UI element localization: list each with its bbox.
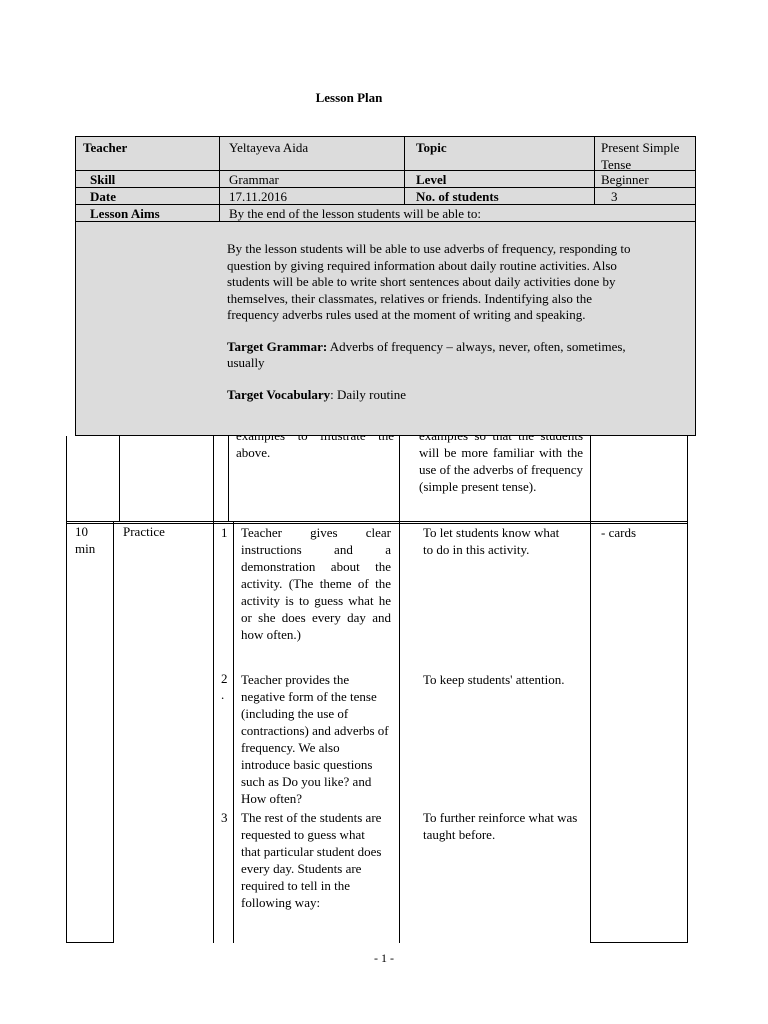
table-divider (119, 436, 120, 522)
table-border-right (687, 436, 688, 943)
table-border-left (66, 436, 67, 943)
header-divider (219, 137, 220, 221)
table-bottom-border (66, 942, 114, 943)
students-value: 3 (611, 189, 618, 204)
step-procedure: The rest of the students are requested to guess what that particular student does every day. Students are required to tell in the following way: (241, 810, 382, 910)
aims-body (227, 241, 647, 418)
target-grammar-label: Target Grammar: (227, 338, 328, 354)
table-divider (113, 522, 114, 943)
practice-stage: Practice (123, 524, 165, 539)
aims-text: By the lesson students will be able to use adverbs of frequency, responding to question by giving required information about daily routine activities. Also students will be able to write short sentences about daily activities done by themselves, their classmates, relatives or friends. Indentifying also the frequency adverbs rules used at the moment of writing and speaking. (227, 241, 631, 322)
step-number: 2 . (221, 671, 228, 702)
students-label: No. of students (416, 189, 499, 204)
header-divider (594, 137, 595, 205)
document-title: Lesson Plan (315, 90, 383, 105)
target-grammar-text: Adverbs of frequency – always, never, often, sometimes, usually (227, 338, 626, 370)
step-number: 1 (221, 525, 228, 540)
table-divider (233, 522, 234, 943)
row-divider (66, 521, 688, 522)
skill-value: Grammar (229, 172, 279, 187)
aims-intro: By the end of the lesson students will be able to: (229, 206, 482, 221)
table-divider (213, 436, 214, 943)
step-number: 3 (221, 810, 228, 825)
target-grammar (227, 339, 647, 372)
date-value: 17.11.2016 (229, 189, 288, 204)
aims-label: Lesson Aims (90, 206, 160, 221)
target-vocabulary-label: Target Vocabulary (227, 386, 331, 402)
step-procedure: Teacher gives clear instructions and a demonstration about the activity. (The theme of the activity is to guess what he or she does every day and how often.) (241, 525, 391, 642)
target-vocabulary-text: : Daily routine (330, 386, 406, 402)
table-bottom-border (590, 942, 688, 943)
table-divider (590, 436, 591, 943)
step-aim: To keep students' attention. (423, 672, 565, 687)
presentation-procedure-text: above. (236, 445, 271, 460)
table-divider (399, 436, 400, 943)
page-number: - 1 - (374, 951, 394, 965)
teacher-label: Teacher (83, 140, 128, 155)
presentation-aim-text: will be more familiar with the use of the adverbs of frequency (simple present tense). (419, 445, 583, 494)
step-aim: To further reinforce what was taught before. (423, 810, 578, 842)
topic-value: Present Simple Tense (601, 140, 680, 172)
header-divider (404, 137, 405, 205)
level-label: Level (416, 172, 447, 187)
topic-label: Topic (416, 140, 447, 155)
level-value: Beginner (601, 172, 649, 187)
step-aim: To let students know what to do in this activity. (423, 525, 560, 557)
step-procedure: Teacher provides the negative form of the tense (including the use of contractions) and adverbs of frequency. We also introduce basic questions such as Do you like? and How often? (241, 672, 389, 806)
table-divider (228, 436, 229, 522)
target-vocabulary (227, 387, 647, 404)
skill-label: Skill (90, 172, 116, 187)
date-label: Date (90, 189, 116, 204)
practice-materials: - cards (601, 525, 637, 540)
practice-time: 10 min (75, 524, 96, 556)
teacher-value: Yeltayeva Aida (229, 140, 309, 155)
lesson-header-table (75, 136, 696, 436)
